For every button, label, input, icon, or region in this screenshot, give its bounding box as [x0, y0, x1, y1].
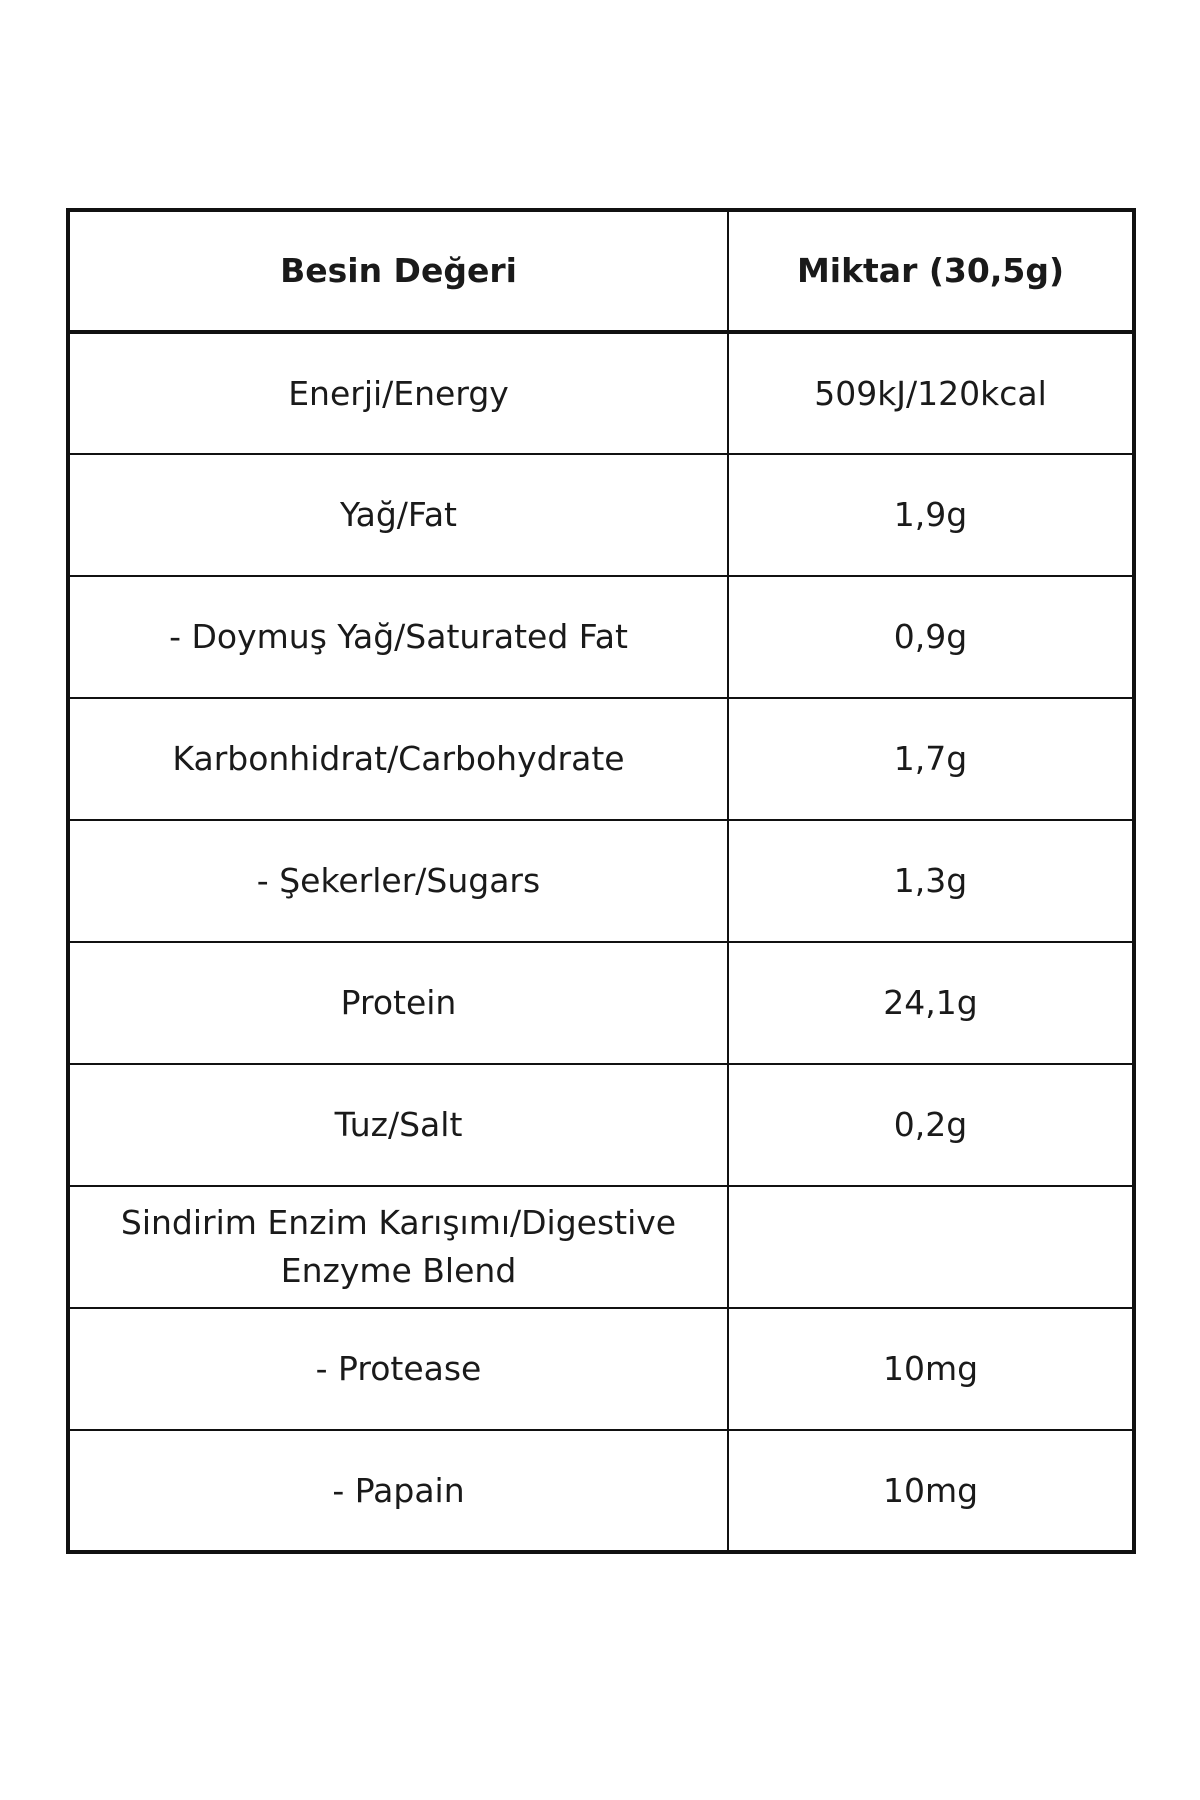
nutrient-name: - Şekerler/Sugars	[68, 820, 728, 942]
nutrient-amount: 10mg	[728, 1308, 1134, 1430]
nutrient-name: Enerji/Energy	[68, 332, 728, 454]
nutrient-name: Yağ/Fat	[68, 454, 728, 576]
table-row	[68, 1308, 1134, 1430]
nutrient-amount: 0,9g	[728, 576, 1134, 698]
nutrient-name: Karbonhidrat/Carbohydrate	[68, 698, 728, 820]
nutrient-name: Sindirim Enzim Karışımı/Digestive Enzyme Blend	[68, 1186, 728, 1308]
table-row	[68, 820, 1134, 942]
nutrient-name: Tuz/Salt	[68, 1064, 728, 1186]
table-row	[68, 1430, 1134, 1552]
table-header-row	[68, 210, 1134, 332]
nutrient-amount: 24,1g	[728, 942, 1134, 1064]
nutrient-amount: 509kJ/120kcal	[728, 332, 1134, 454]
table-row	[68, 332, 1134, 454]
nutrient-amount: 1,7g	[728, 698, 1134, 820]
nutrient-name: - Papain	[68, 1430, 728, 1552]
nutrient-amount: 0,2g	[728, 1064, 1134, 1186]
table-row	[68, 454, 1134, 576]
table-row	[68, 576, 1134, 698]
header-nutrient: Besin Değeri	[68, 210, 728, 332]
table-row	[68, 698, 1134, 820]
table-row	[68, 1064, 1134, 1186]
table-row	[68, 942, 1134, 1064]
nutrient-amount	[728, 1186, 1134, 1308]
nutrient-name: - Doymuş Yağ/Saturated Fat	[68, 576, 728, 698]
nutrient-name: - Protease	[68, 1308, 728, 1430]
nutrient-amount: 1,3g	[728, 820, 1134, 942]
table-row	[68, 1186, 1134, 1308]
nutrient-name: Protein	[68, 942, 728, 1064]
header-amount: Miktar (30,5g)	[728, 210, 1134, 332]
nutrition-facts-table	[66, 208, 1136, 1554]
nutrient-amount: 1,9g	[728, 454, 1134, 576]
nutrient-amount: 10mg	[728, 1430, 1134, 1552]
